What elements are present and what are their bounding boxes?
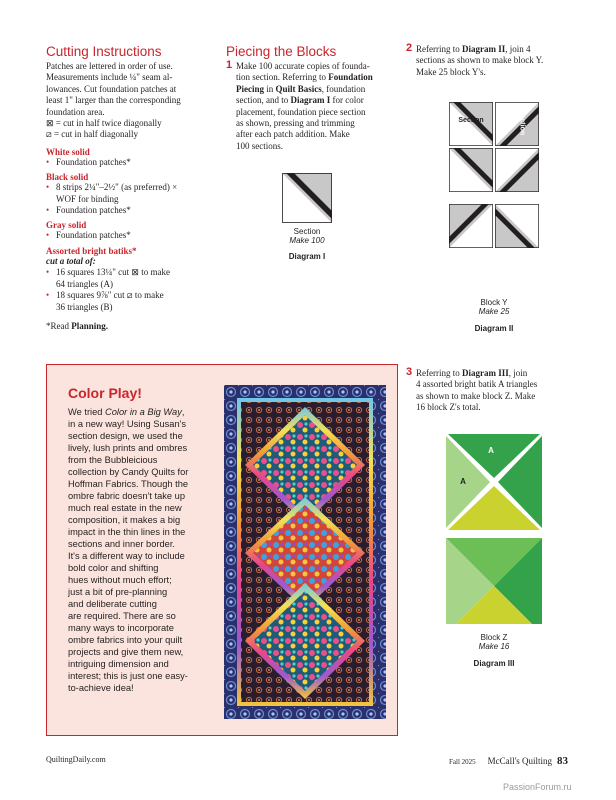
step-number: 3 bbox=[406, 366, 413, 378]
section-label: Section bbox=[293, 227, 321, 236]
list-item: • 8 strips 2¼"–2½" (as preferred) × WOF for binding bbox=[46, 182, 221, 205]
intro-line: ⊠ = cut in half twice diagonally bbox=[46, 118, 162, 129]
piecing-section bbox=[226, 44, 398, 152]
list-item: • Foundation patches* bbox=[46, 157, 221, 168]
step-3: 3 Referring to Diagram III, join 4 assorted bright batik A triangles as shown to make block Z. Make 16 block Z's total. bbox=[406, 366, 538, 413]
diagram-3 bbox=[446, 434, 542, 668]
list-item: • 16 squares 13¼" cut ⊠ to make 64 triangles (A) bbox=[46, 267, 221, 290]
block-y-label: Block Y bbox=[480, 298, 508, 307]
cutting-intro bbox=[46, 61, 221, 141]
patch-a-label: A bbox=[488, 446, 494, 455]
footer-website: QuiltingDaily.com bbox=[46, 755, 106, 764]
intro-line: Patches are lettered in order of use. bbox=[46, 61, 173, 71]
sidebar-text: We tried Color in a Big Way, in a new way! Using Susan's section design, we used the lively, lush prints and ombres from the Bubbleicious collection by Candy Quilts for Hoffman Fabrics. Though the ombre fabric doesn't take up much real estate in the new composition, it makes a big impact in the thin lines in the sections and inner border. It's a different way to include bold color and shifting hues without much effort; just a bit of pre-planning and deliberate cutting are required. There are so many ways to incorporate ombre fabrics into your quilt projects and give them new, intriguing dimension and interest; this is just one easy- to-achieve idea! bbox=[68, 407, 189, 693]
diagram-2-name: Diagram II bbox=[474, 324, 514, 333]
foundation-section-diagram bbox=[282, 173, 332, 223]
intro-line: least 1" larger than the corresponding bbox=[46, 95, 181, 106]
block-y-qty: Make 25 bbox=[478, 307, 510, 316]
patch-a-label: A bbox=[460, 477, 466, 486]
diagram-1 bbox=[282, 173, 332, 261]
white-solid-label: White solid bbox=[46, 146, 90, 157]
diagram-1-name: Diagram I bbox=[288, 252, 326, 261]
intro-line: Measurements include ¼" seam al- bbox=[46, 72, 173, 83]
batiks-sub: cut a total of: bbox=[46, 255, 96, 266]
intro-line: foundation area. bbox=[46, 106, 105, 117]
color-play-sidebar bbox=[46, 364, 398, 736]
block-z-qty: Make 16 bbox=[478, 642, 510, 651]
footnote: *Read Planning. bbox=[46, 320, 109, 331]
batiks-label: Assorted bright batiks* bbox=[46, 245, 137, 256]
cutting-instructions bbox=[46, 44, 221, 332]
list-item: • Foundation patches* bbox=[46, 205, 221, 216]
piecing-title: Piecing the Blocks bbox=[226, 44, 337, 59]
block-z-diagram bbox=[446, 434, 542, 624]
watermark: PassionForum.ru bbox=[503, 782, 572, 792]
block-z-label: Block Z bbox=[480, 633, 508, 642]
step-number: 1 bbox=[226, 59, 233, 71]
list-item: • Foundation patches* bbox=[46, 230, 221, 241]
diagram-3-name: Diagram III bbox=[473, 659, 515, 668]
step-number: 2 bbox=[406, 42, 413, 54]
intro-line: ⧄ = cut in half diagonally bbox=[46, 129, 139, 140]
step-1: 1 Make 100 accurate copies of founda- tion section. Referring to Foundation Piecing in Quilt Basics, foundation section, and to Diagram I for color placement, foundation piece section as shown, pressing and trimming after each patch addition. Make 100 sections. bbox=[226, 59, 373, 151]
table-runner-quilt-image bbox=[224, 385, 386, 719]
intro-line: lowances. Cut foundation patches at bbox=[46, 83, 177, 94]
section-qty: Make 100 bbox=[289, 236, 325, 245]
sidebar-title: Color Play! bbox=[68, 385, 142, 401]
cutting-title: Cutting Instructions bbox=[46, 44, 162, 59]
section-label-1: Section bbox=[458, 117, 484, 124]
black-solid-label: Black solid bbox=[46, 172, 89, 183]
section-label-2: Section bbox=[518, 109, 526, 136]
step-2: 2 Referring to Diagram II, join 4 sections as shown to make block Y. Make 25 block Y's. bbox=[406, 42, 544, 77]
gray-solid-label: Gray solid bbox=[46, 220, 87, 231]
diagram-2 bbox=[449, 102, 539, 333]
list-item: • 18 squares 9⅞" cut ⧄ to make 36 triangles (B) bbox=[46, 290, 221, 313]
footer-issue: Fall 2025 McCall's Quilting 83 bbox=[449, 755, 569, 767]
